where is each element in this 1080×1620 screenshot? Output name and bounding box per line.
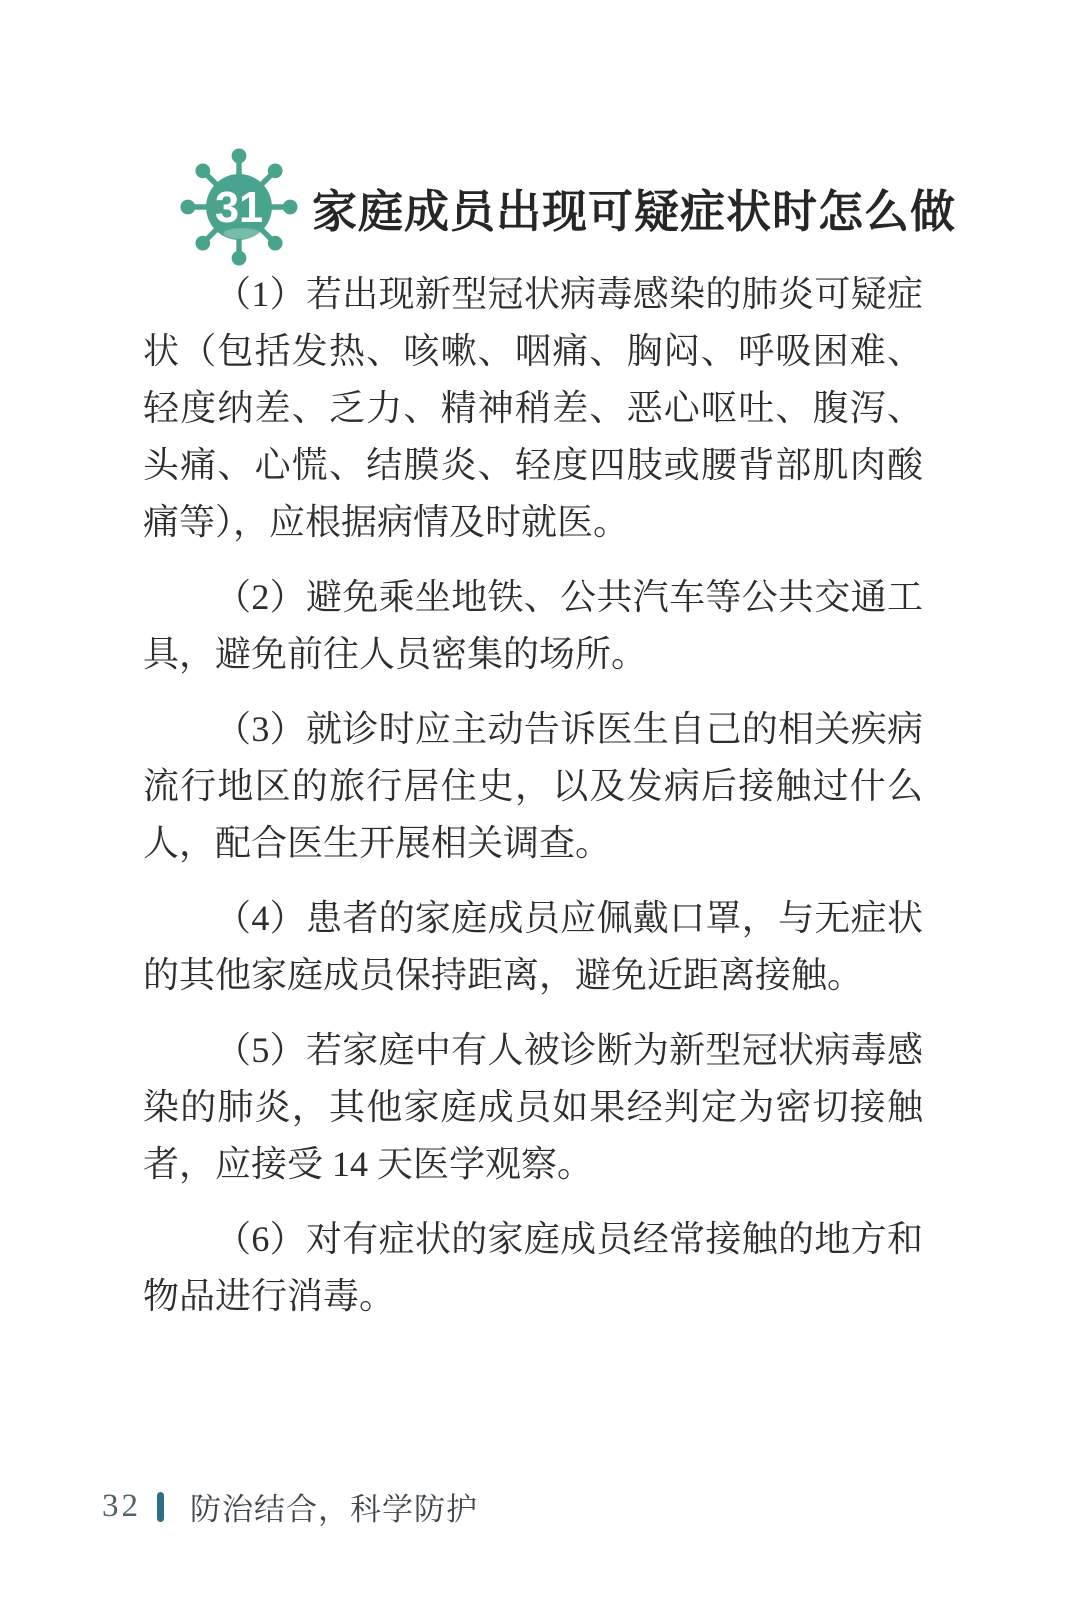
virus-icon xyxy=(180,148,298,266)
paragraph-2: （2）避免乘坐地铁、公共汽车等公共交通工具，避免前往人员密集的场所。 xyxy=(143,577,923,674)
page-title: 家庭成员出现可疑症状时怎么做 xyxy=(312,185,957,237)
paragraph-5: （5）若家庭中有人被诊断为新型冠状病毒感染的肺炎，其他家庭成员如果经判定为密切接触者，应接受 14 天医学观察。 xyxy=(143,1030,923,1184)
paragraph-4: （4）患者的家庭成员应佩戴口罩，与无症状的其他家庭成员保持距离，避免近距离接触。 xyxy=(143,898,923,995)
body-text xyxy=(143,266,923,1343)
footer-divider-bar xyxy=(157,1492,164,1522)
section-header xyxy=(180,148,956,266)
footer-slogan: 防治结合，科学防护 xyxy=(190,1492,478,1527)
paragraph-6: （6）对有症状的家庭成员经常接触的地方和物品进行消毒。 xyxy=(143,1219,923,1316)
section-number: 31 xyxy=(214,183,264,232)
page-footer xyxy=(102,1484,478,1529)
page-number: 32 xyxy=(102,1488,141,1524)
paragraph-3: （3）就诊时应主动告诉医生自己的相关疾病流行地区的旅行居住史，以及发病后接触过什么人，配合医生开展相关调查。 xyxy=(143,709,923,863)
paragraph-1: （1）若出现新型冠状病毒感染的肺炎可疑症状（包括发热、咳嗽、咽痛、胸闷、呼吸困难、轻度纳差、乏力、精神稍差、恶心呕吐、腹泻、头痛、心慌、结膜炎、轻度四肢或腰背部肌肉酸痛等），应根据病情及时就医。 xyxy=(143,274,923,542)
